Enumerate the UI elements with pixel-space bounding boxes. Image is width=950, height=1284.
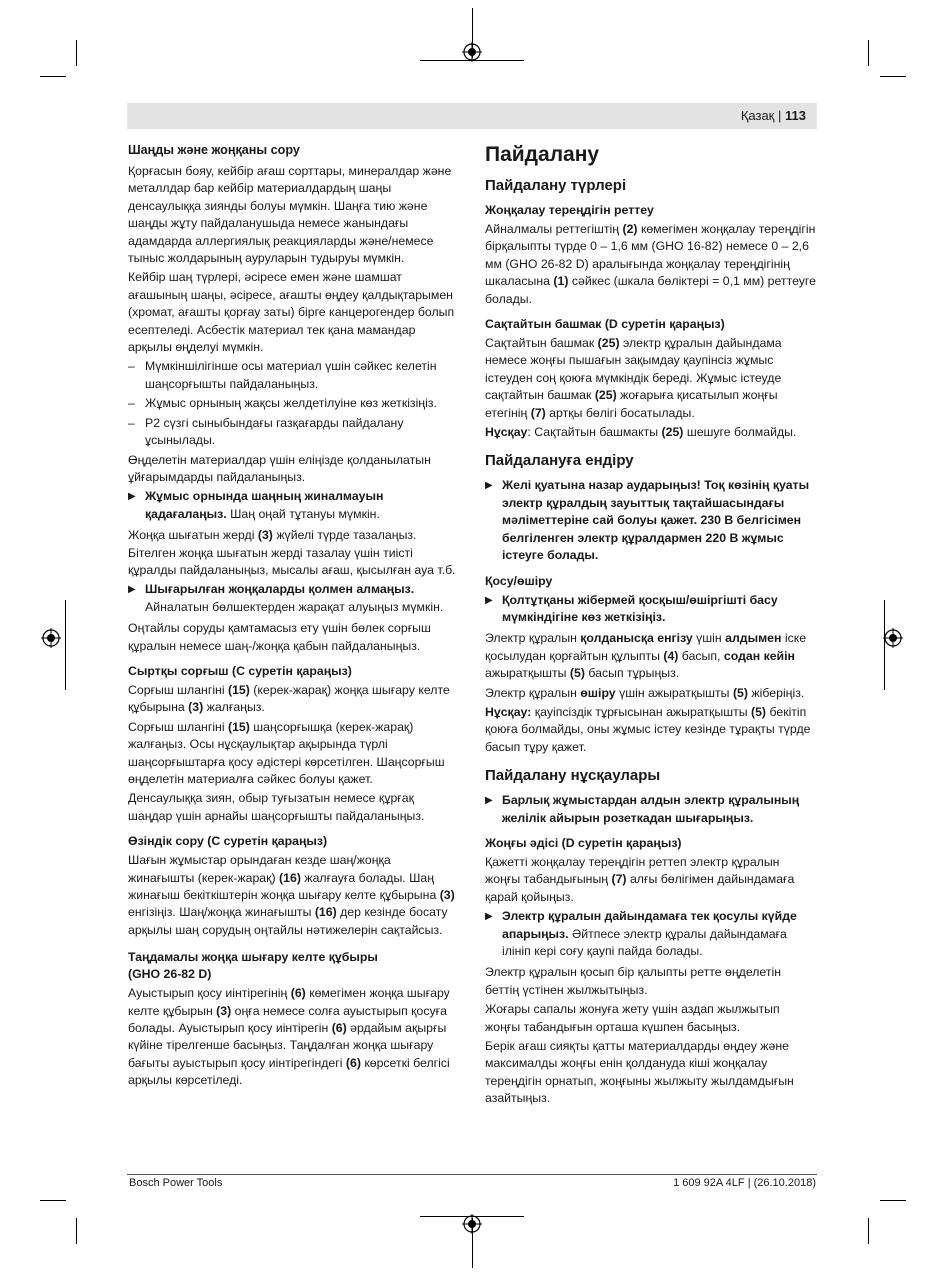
warning-bold: Электр құралын дайындамаға тек қосулы күйде апарыңыз.: [502, 909, 797, 941]
warning-item: [485, 908, 817, 960]
paragraph: Қажетті жоңқалау тереңдігін реттеп электр құралын жоңғы табандығының (7) алғы бөлігімен дайындамаға қарай қойыңыз.: [485, 854, 795, 904]
warning-item: [128, 581, 460, 616]
crop-mark: [868, 1218, 869, 1244]
crop-mark: [880, 76, 906, 77]
page-header: [741, 108, 806, 123]
section-heading: Пайдалану нұсқаулары: [485, 767, 661, 785]
page-number: 113: [785, 108, 806, 123]
paragraph: Оңтайлы соруды қамтамасыз ету үшін бөлек сорғыш құралын немесе шаң-/жоңқа қабын пайдаланыңыз.: [128, 621, 431, 653]
footer-divider: [127, 1174, 817, 1175]
warning-text: Шаң оңай тұтануы мүмкін.: [226, 506, 380, 521]
footer-brand: Bosch Power Tools: [129, 1177, 223, 1189]
paragraph: Электр құралын қосып бір қалыпты ретте өңделетін беттің үстінен жылжытыңыз.: [485, 965, 782, 997]
header-separator: |: [778, 108, 782, 123]
section-title: Өзіндік сору (C суретін қараңыз): [128, 834, 328, 849]
warning-bold: Шығарылған жоңқаларды қолмен алмаңыз.: [145, 582, 415, 597]
paragraph: Кейбір шаң түрлері, әсіресе емен және шамшат ағашының шаңы, әсіресе, ағашты өңдеу қалдықтарымен (хромат, ағашты қорғау заты) бірге канцерогендер болып есептеледі. Асбестік материал тек қана мамандар арқылы өңделуі мүмкін.: [128, 270, 455, 355]
note: Нұсқау: Сақтайтын башмакты (25) шешуге болмайды.: [485, 425, 797, 440]
registration-mark-icon: [883, 628, 903, 648]
crop-mark: [868, 40, 869, 66]
paragraph: Электр құралын өшіру үшін ажыратқышты (5) жіберіңіз.: [485, 685, 805, 700]
warning-text: Айналатын бөлшектерден жарақат алуыңыз мүмкін.: [145, 599, 444, 614]
paragraph: Сорғыш шлангіні (15) (керек-жарақ) жоңқа шығару келте құбырына (3) жалғаңыз.: [128, 682, 450, 715]
main-heading: Пайдалану: [485, 143, 600, 166]
note: Нұсқау: қауіпсіздік тұрғысынан ажыратқышты (5) бекітіп қоюға болмайды, оны жұмыс істеу кезінде тұрақты түрде басып тұру қажет.: [485, 704, 811, 754]
crop-mark: [65, 600, 66, 690]
crop-mark: [880, 1200, 906, 1201]
registration-mark-icon: [462, 1214, 482, 1234]
subsection-title: Жоңғы әдісі (D суретін қараңыз): [485, 835, 682, 850]
crop-mark: [76, 1218, 77, 1244]
paragraph: Өңделетін материалдар үшін еліңізде қолданылатын ұйғарымдарды пайдаланыңыз.: [128, 452, 431, 484]
subsection-title: Жоңқалау тереңдігін реттеу: [485, 203, 654, 217]
warning-item: ▶ Барлық жұмыстардан алдын электр құралының желілік айырын розеткадан шығарыңыз.: [485, 792, 817, 827]
paragraph: Айналмалы реттегіштің (2) көмегімен жоңқалау тереңдігін бірқалыпты түрде 0 – 1,6 мм (GHO 16-82) немесе 0 – 2,6 мм (GHO 26-82 D) аралығында жоңқалау тереңдігінің шкаласына (1) сәйкес (шкала бөліктері = 0,1 мм) реттеуге болады.: [485, 222, 816, 306]
section-title: Сыртқы сорғыш (C суретін қараңыз): [128, 663, 352, 678]
crop-mark: [40, 1200, 66, 1201]
subsection-title: Қосу/өшіру: [485, 573, 553, 588]
crop-mark: [40, 76, 66, 77]
warning-item: ▶ Қолтұтқаны жібермей қосқыш/өшіргішті басу мүмкіндігіне көз жеткізіңіз.: [485, 592, 817, 627]
paragraph: Ауыстырып қосу иінтірегінің (6) көмегімен жоңқа шығару келте құбырын (3) оңға немесе солға ауыстырып қосуға болады. Ауыстырып қосу иінтірегін (6) әрдайым ақырғы күйіне тірелгенше басыңыз. Таңдалған жоңқа шығару бағыты ауыстырып қосу иінтірегіндегі (6) көрсеткі белгісі арқылы көрсетіледі.: [128, 986, 450, 1088]
header-language: Қазақ: [740, 108, 775, 123]
paragraph: Сорғыш шлангіні (15) шаңсорғышқа (керек-жарақ) жалғаңыз. Осы нұсқаулықтар ақырында түрлі шаңсорғыштарға қосу әдістері көрсетілген. Шаңсорғыш өңделетін материалға сәйкес болуы қажет.: [128, 719, 445, 786]
paragraph: Берік ағаш сияқты қатты материалдарды өңдеу және максималды жоңғы енін қолдануда кіші жоңқалау тереңдігін орнатып, жоңғыны жылжыту жылдамдығын азайтыңыз.: [485, 1039, 794, 1106]
paragraph: Шағын жұмыстар орындаған кезде шаң/жоңқа жинағышты (керек-жарақ) (16) жалғауға болады. Шаң жинағыш бекіткіштерін жоңқа шығару келте құбырына (3) енгізіңіз. Шаң/жоңқа жинағышты (16) дер кезінде босату арқылы шаң сорудың оңтайлы нәтижелерін сақтайсыз.: [128, 853, 455, 937]
registration-mark-icon: [41, 628, 61, 648]
right-column: [485, 142, 817, 1110]
warning-item: [128, 488, 460, 523]
dash-item: – Жұмыс орнының жақсы желдетілуіне көз жеткізіңіз.: [128, 395, 460, 412]
paragraph: Жоңқа шығатын жерді (3) жүйелі түрде тазалаңыз. Бітелген жоңқа шығатын жерді тазалау үшін тиісті құралды пайдаланыңыз, мысалы ағаш, қысылған ауа т.б.: [128, 528, 456, 577]
crop-mark: [76, 40, 77, 66]
paragraph: Денсаулыққа зиян, обыр туғызатын немесе құрғақ шаңдар үшін арнайы шаңсорғышты пайдаланыңыз.: [128, 791, 425, 823]
section-title: Шаңды және жоңқаны сору: [128, 143, 300, 157]
registration-mark-icon: [462, 42, 482, 62]
subsection-title: Сақтайтын башмак (D суретін қараңыз): [485, 317, 725, 332]
section-heading: Пайдалану түрлері: [485, 177, 627, 194]
warning-bold: Жұмыс орнында шаңның жиналмауын қадағалаңыз.: [145, 489, 384, 521]
paragraph: Сақтайтын башмак (25) электр құралын дайындама немесе жоңғы пышағын зақымдау қаупінсіз жұмыс істеуден соң қоюға мүмкіндік береді. Жұмыс істеуде сақтайтын башмак (25) жоғарыға қисатылып жоңғы етегінің (7) артқы бөлігі босатылады.: [485, 336, 782, 420]
warning-item: ▶ Желі қуатына назар аударыңыз! Тоқ көзінің қуаты электр құралдың зауыттық тақтайшасындағы мәліметтеріне сай болуы қажет. 230 В белгісімен белгіленген электр құралдармен 220 В жұмыс істеуге болады.: [485, 477, 817, 564]
section-title: Таңдамалы жоңқа шығару келте құбыры (GHO 26-82 D): [128, 950, 378, 982]
dash-item: – Мүмкіншілігінше осы материал үшін сәйкес келетін шаңсорғышты пайдаланыңыз.: [128, 358, 460, 393]
paragraph: Электр құралын қолданысқа енгізу үшін алдымен іске қосылудан қорғайтын құлыпты (4) басып, содан кейін ажыратқышты (5) басып тұрыңыз.: [485, 631, 807, 681]
warning-text: Әйтпесе электр құралы дайындамаға ілініп кері соғу қаупі пайда болады.: [502, 926, 787, 958]
footer-doc-id: 1 609 92A 4LF | (26.10.2018): [673, 1177, 816, 1189]
paragraph: Жоғары сапалы жонуға жету үшін аздап жылжытып жоңғы табандығын орташа күшпен басыңыз.: [485, 1002, 780, 1034]
section-heading: Пайдалануға ендіру: [485, 452, 634, 470]
dash-item: – P2 сүзгі сыныбындағы газқағарды пайдалану ұсынылады.: [128, 415, 460, 450]
paragraph: Қорғасын бояу, кейбір ағаш сорттары, минералдар және металлдар бар кейбір материалдардың шаңы денсаулыққа зиянды болуы мүмкін. Шаңға тию және шаңды жұту пайдаланушыда немесе жанындағы адамдарда аллергиялық реакцияларды және/немесе тыныс жолдарының ауруларын тудыруы мүмкін.: [128, 164, 452, 266]
left-column: [128, 142, 460, 1092]
header-band: [127, 103, 817, 129]
